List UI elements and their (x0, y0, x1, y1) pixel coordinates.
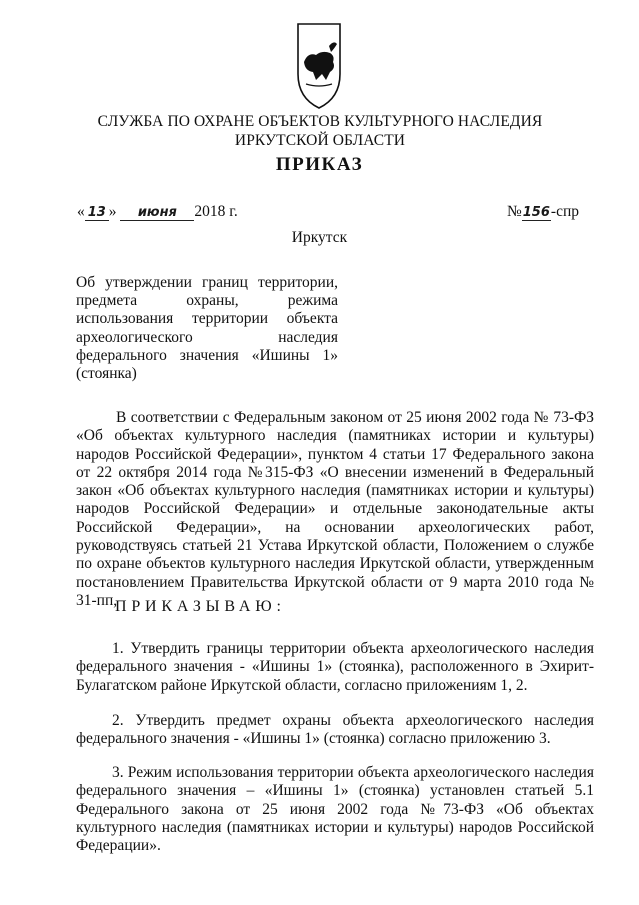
date-open-quote: « (77, 203, 85, 220)
order-item-3: 3. Режим использования территории объекта археологического наследия федерального значения – «Ишины 1» (стоянка) установлен статьей 5.1 Федерального закона от 25 июня 2002 года №73-ФЗ «Об объектах культурного наследия (памятниках истории и культуры) народов Российской Федерации». (76, 764, 594, 855)
order-item-2: 2. Утвердить предмет охраны объекта археологического наследия федерального значения - «Ишины 1» (стоянка) согласно приложению 3. (76, 712, 594, 748)
date-close-quote: » (108, 203, 117, 220)
order-number (507, 203, 579, 221)
city: Иркутск (291, 229, 348, 246)
number-prefix: № (506, 203, 522, 220)
date-month: июня (120, 205, 194, 221)
number-suffix: -спр (550, 203, 579, 220)
order-item-1: 1. Утвердить границы территории объекта археологического наследия федерального значения - «Ишины 1» (стоянка), расположенного в Эхирит-Булагатском районе Иркутской области, согласно приложениям 1, 2. (76, 640, 594, 694)
subject-line: (стоянка) (76, 365, 137, 383)
date-day: 13 (85, 205, 109, 221)
order-subject (76, 274, 338, 383)
subject-line: Об утверждении границ территории, (76, 274, 338, 291)
subject-line: федерального значения «Ишины 1» (76, 346, 338, 364)
agency-name (60, 112, 580, 150)
agency-line-2: ИРКУТСКОЙ ОБЛАСТИ (234, 132, 406, 149)
document-title: ПРИКАЗ (275, 154, 364, 175)
subject-line: археологического наследия (76, 328, 338, 346)
orders-heading: ПРИКАЗЫВАЮ: (115, 598, 286, 615)
agency-line-1: СЛУЖБА ПО ОХРАНЕ ОБЪЕКТОВ КУЛЬТУРНОГО НАСЛЕДИЯ (97, 113, 543, 130)
number-value: 156 (522, 205, 550, 220)
preamble-paragraph: В соответствии с Федеральным законом от 25 июня 2002 года № 73-ФЗ «Об объектах культурного наследия (памятниках истории и культуры) народов Российской Федерации», пунктом 4 статьи 17 Федерального закона от 22 октября 2014 года №315-ФЗ «О внесении изменений в Федеральный закон «Об объектах культурного наследия (памятниках истории и культуры) народов Российской Федерации» и отдельные законодательные акты Российской Федерации», на основании археологических работ, руководствуясь статьей 21 Устава Иркутской области, Положением о службе по охране объектов культурного наследия Иркутской области, утвержденным постановлением Правительства Иркутской области от 9 марта 2010 года № 31-пп, (76, 409, 594, 609)
date-year: 2018 г. (194, 203, 238, 220)
coat-of-arms-icon (296, 22, 342, 110)
order-date (77, 203, 238, 221)
subject-line: предмета охраны, режима (76, 292, 338, 310)
subject-line: использования территории объекта (76, 310, 338, 328)
